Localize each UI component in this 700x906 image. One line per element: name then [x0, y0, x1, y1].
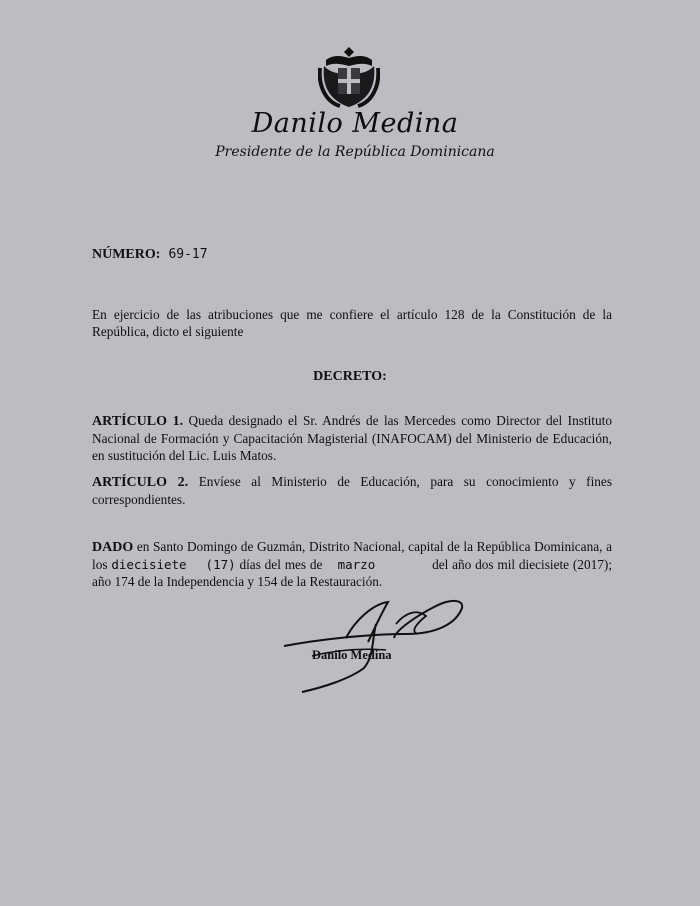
article-2	[92, 473, 612, 508]
decree-heading: DECRETO:	[313, 369, 387, 384]
dado-paragraph	[92, 538, 612, 590]
article-2-label: ARTÍCULO 2.	[92, 475, 189, 490]
dado-text-1: en Santo Domingo de Guzmán, Distrito Nacional, capital de la República Dominicana, a los	[92, 539, 612, 572]
preamble: En ejercicio de las atribuciones que me confiere el artículo 128 de la Constitución de la República, dicto el siguiente	[92, 307, 612, 339]
dado-text-2: días del mes de	[239, 557, 323, 572]
article-1-text: Queda designado el Sr. Andrés de las Mercedes como Director del Instituto Nacional de Formación y Capacitación Magisterial (INAFOCAM) del Ministerio de Educación, en sustitución del Lic. Luis Matos.	[92, 413, 612, 463]
number-value: 69-17	[168, 247, 208, 262]
dado-day-word: diecisiete	[111, 557, 187, 572]
decree-number	[92, 247, 208, 263]
article-2-text: Envíese al Ministerio de Educación, para su conocimiento y fines correspondientes.	[92, 474, 612, 507]
signature-name: Danilo Medina	[312, 648, 392, 662]
dado-day-number: (17)	[205, 557, 236, 572]
dado-month: marzo	[337, 557, 376, 572]
dado-label: DADO	[92, 540, 134, 555]
coat-of-arms-icon	[318, 44, 380, 110]
dado-text-3: del año dos mil diecisiete (2017); año 174 de la Independencia y 154 de la Restauración.	[92, 557, 613, 589]
article-1-label: ARTÍCULO 1.	[92, 414, 184, 429]
article-1	[92, 412, 612, 464]
number-label: NÚMERO:	[92, 247, 161, 262]
president-title: Presidente de la República Dominicana	[215, 144, 495, 160]
president-name: Danilo Medina	[251, 108, 459, 139]
handwritten-signature	[276, 594, 476, 696]
